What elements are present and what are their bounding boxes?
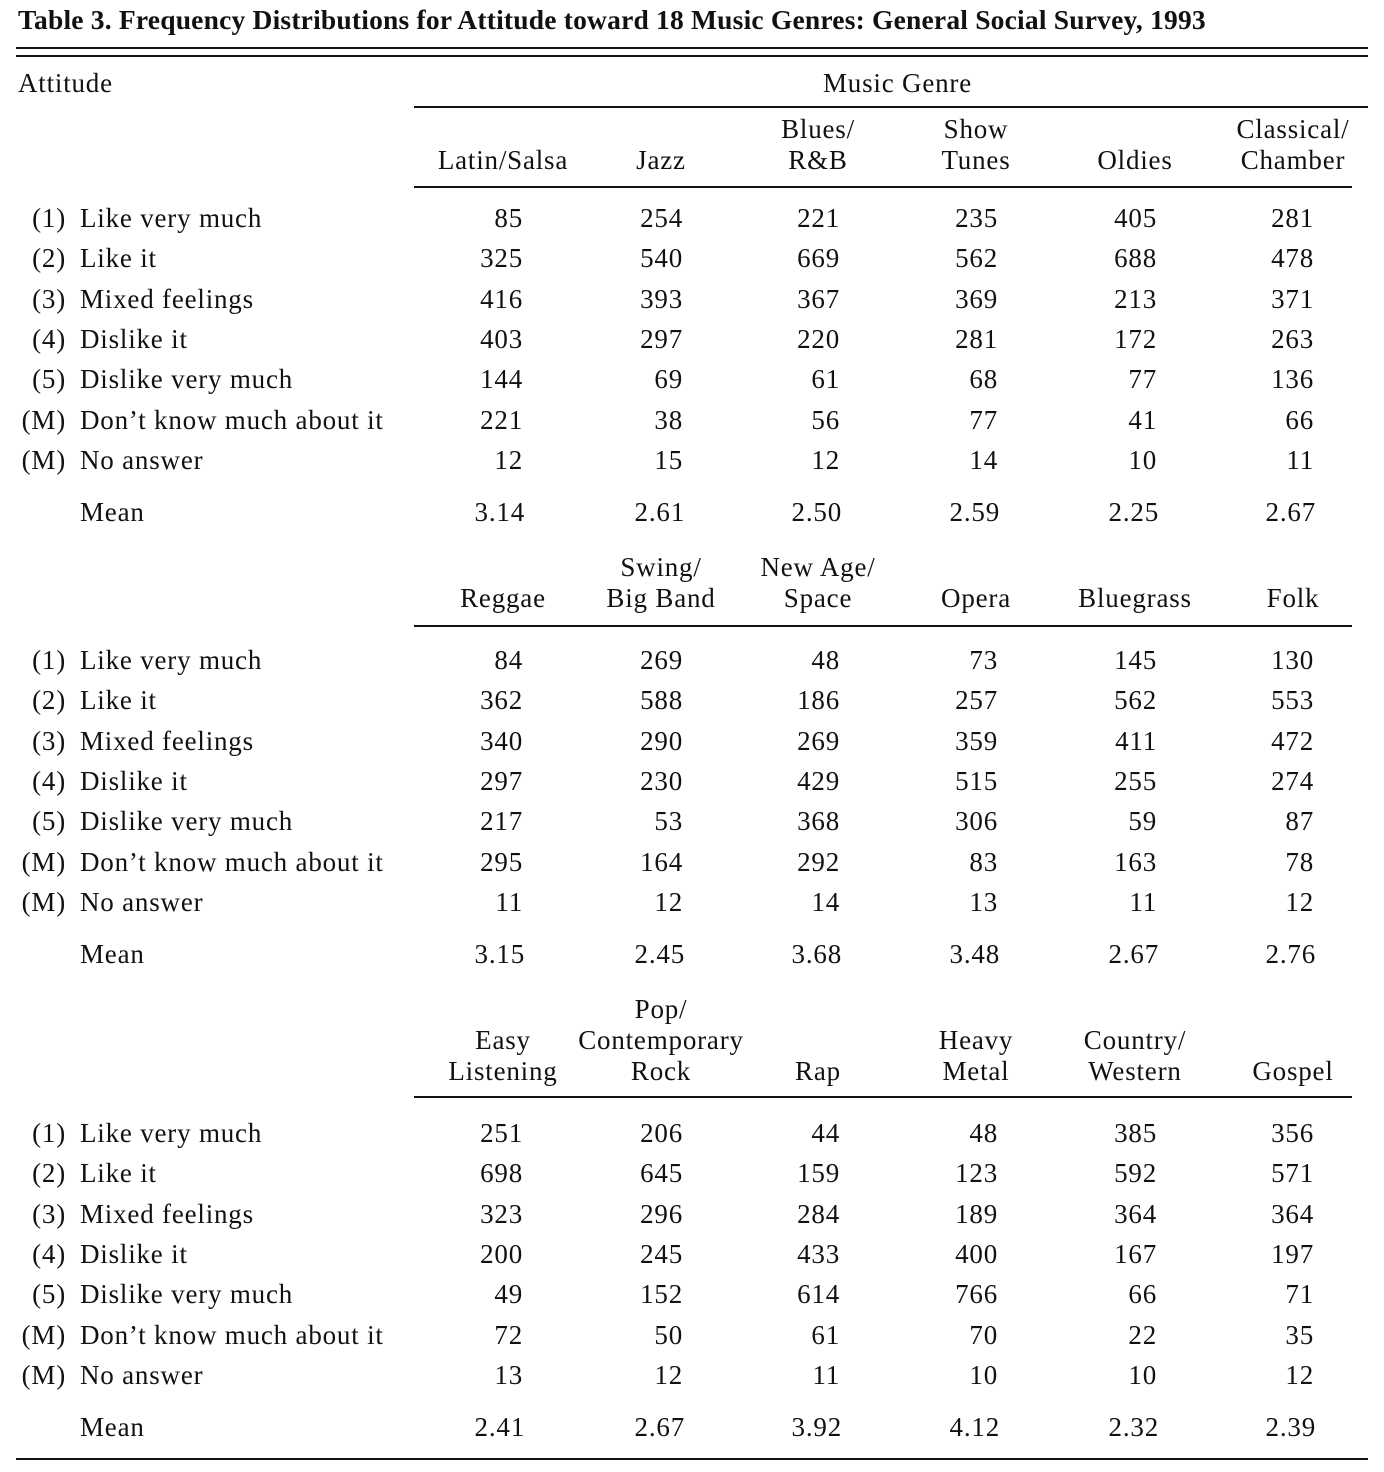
table-cell: 48 bbox=[969, 1118, 998, 1148]
table-cell: 41 bbox=[1128, 404, 1157, 435]
table-cell: 405 bbox=[1114, 203, 1157, 233]
genre-spanner-rule bbox=[414, 106, 1368, 108]
row-label: Like very much bbox=[80, 1118, 263, 1148]
row-code: (M) bbox=[21, 404, 66, 435]
table-cell: 12 bbox=[1285, 886, 1314, 917]
table-cell: 306 bbox=[955, 806, 998, 837]
table-cell: 221 bbox=[480, 404, 523, 435]
table-cell: 10 bbox=[1128, 1359, 1157, 1390]
table-cell: 251 bbox=[480, 1118, 523, 1148]
row-code: (M) bbox=[21, 1359, 66, 1390]
genre-header: Chamber bbox=[1240, 145, 1346, 175]
mean-value: 3.48 bbox=[949, 939, 1000, 970]
row-code: (1) bbox=[32, 1118, 66, 1148]
row-label: Dislike it bbox=[80, 765, 188, 796]
table-cell: 281 bbox=[955, 323, 998, 354]
genre-header: Big Band bbox=[606, 583, 716, 613]
table-cell: 230 bbox=[640, 765, 683, 796]
table-cell: 70 bbox=[969, 1319, 998, 1350]
table-cell: 10 bbox=[969, 1359, 998, 1390]
table-cell: 669 bbox=[797, 243, 840, 274]
table-cell: 515 bbox=[955, 765, 998, 796]
table-cell: 11 bbox=[1286, 444, 1314, 475]
table-cell: 292 bbox=[797, 846, 840, 877]
row-code: (2) bbox=[32, 685, 66, 716]
table-cell: 10 bbox=[1128, 444, 1157, 475]
genre-header: Rap bbox=[795, 1056, 841, 1086]
table-cell: 281 bbox=[1271, 203, 1314, 233]
genre-header: New Age/ bbox=[760, 552, 876, 582]
genre-header: Metal bbox=[942, 1056, 1010, 1086]
table-cell: 364 bbox=[1271, 1198, 1314, 1229]
row-label: No answer bbox=[80, 444, 204, 475]
table-cell: 359 bbox=[955, 725, 998, 756]
table-cell: 59 bbox=[1128, 806, 1157, 837]
genre-header: Opera bbox=[941, 583, 1011, 613]
genre-header: Swing/ bbox=[620, 552, 702, 582]
mean-value: 2.67 bbox=[1108, 939, 1159, 970]
mean-value: 3.15 bbox=[474, 939, 525, 970]
table-cell: 369 bbox=[955, 283, 998, 314]
table-cell: 433 bbox=[797, 1238, 840, 1269]
table-cell: 588 bbox=[640, 685, 683, 716]
table-cell: 152 bbox=[640, 1279, 683, 1310]
table-cell: 562 bbox=[1114, 685, 1157, 716]
table-cell: 688 bbox=[1114, 243, 1157, 274]
table-cell: 206 bbox=[640, 1118, 683, 1148]
table-cell: 269 bbox=[797, 725, 840, 756]
row-code: (1) bbox=[32, 203, 66, 233]
genre-header: Reggae bbox=[460, 583, 546, 613]
table-cell: 325 bbox=[480, 243, 523, 274]
genre-header: Listening bbox=[448, 1056, 558, 1086]
row-label: Like it bbox=[80, 1158, 157, 1189]
table-cell: 11 bbox=[1129, 886, 1157, 917]
table-cell: 296 bbox=[640, 1198, 683, 1229]
table-cell: 172 bbox=[1114, 323, 1157, 354]
table-cell: 85 bbox=[494, 203, 523, 233]
row-code: (5) bbox=[32, 806, 66, 837]
table-title: Table 3. Frequency Distributions for Attitude toward 18 Music Genres: General Social Survey, 1993 bbox=[18, 4, 1206, 35]
table-cell: 11 bbox=[812, 1359, 840, 1390]
row-label: Dislike it bbox=[80, 1238, 188, 1269]
mean-value: 2.45 bbox=[634, 939, 685, 970]
row-label: Like very much bbox=[80, 645, 263, 675]
table-cell: 66 bbox=[1128, 1279, 1157, 1310]
genre-header: Latin/Salsa bbox=[437, 145, 569, 175]
row-label: Dislike very much bbox=[80, 364, 294, 395]
row-code: (3) bbox=[32, 283, 66, 314]
row-code: (M) bbox=[21, 886, 66, 917]
row-code: (2) bbox=[32, 243, 66, 274]
row-label: Dislike very much bbox=[80, 806, 294, 837]
header-rule bbox=[414, 1096, 1352, 1098]
genre-header: Western bbox=[1088, 1056, 1182, 1086]
table-cell: 72 bbox=[494, 1319, 523, 1350]
row-code: (4) bbox=[32, 765, 66, 796]
table-cell: 393 bbox=[640, 283, 683, 314]
mean-value: 3.14 bbox=[474, 497, 525, 528]
table-cell: 698 bbox=[480, 1158, 523, 1189]
mean-value: 2.67 bbox=[1265, 497, 1316, 528]
table-cell: 571 bbox=[1271, 1158, 1314, 1189]
mean-value: 2.50 bbox=[791, 497, 842, 528]
row-label: Like it bbox=[80, 685, 157, 716]
genre-header: Contemporary bbox=[578, 1025, 744, 1055]
table-cell: 136 bbox=[1271, 364, 1314, 395]
table-cell: 78 bbox=[1285, 846, 1314, 877]
genre-header: Easy bbox=[475, 1025, 531, 1055]
table-cell: 13 bbox=[969, 886, 998, 917]
table-cell: 295 bbox=[480, 846, 523, 877]
table-cell: 323 bbox=[480, 1198, 523, 1229]
row-code: (3) bbox=[32, 725, 66, 756]
table-cell: 44 bbox=[811, 1118, 840, 1148]
table-cell: 403 bbox=[480, 323, 523, 354]
table-cell: 362 bbox=[480, 685, 523, 716]
table-cell: 472 bbox=[1271, 725, 1314, 756]
table-cell: 144 bbox=[480, 364, 523, 395]
row-code: (4) bbox=[32, 1238, 66, 1269]
row-label: No answer bbox=[80, 1359, 204, 1390]
bottom-rule bbox=[16, 1458, 1368, 1460]
row-code: (M) bbox=[21, 444, 66, 475]
row-code: (2) bbox=[32, 1158, 66, 1189]
mean-value: 2.76 bbox=[1265, 939, 1316, 970]
table-cell: 159 bbox=[797, 1158, 840, 1189]
table-cell: 416 bbox=[480, 283, 523, 314]
table-cell: 38 bbox=[654, 404, 683, 435]
row-code: (3) bbox=[32, 1198, 66, 1229]
row-code: (5) bbox=[32, 364, 66, 395]
table-cell: 50 bbox=[654, 1319, 683, 1350]
genre-header: Gospel bbox=[1252, 1056, 1334, 1086]
table-cell: 13 bbox=[494, 1359, 523, 1390]
table-cell: 12 bbox=[811, 444, 840, 475]
table-cell: 478 bbox=[1271, 243, 1314, 274]
table-cell: 145 bbox=[1114, 645, 1157, 675]
table-cell: 163 bbox=[1114, 846, 1157, 877]
table-cell: 61 bbox=[811, 1319, 840, 1350]
row-code: (M) bbox=[21, 846, 66, 877]
table-cell: 356 bbox=[1271, 1118, 1314, 1148]
genre-header: Space bbox=[783, 583, 853, 613]
table-cell: 257 bbox=[955, 685, 998, 716]
row-label: Don’t know much about it bbox=[80, 404, 384, 435]
table-cell: 562 bbox=[955, 243, 998, 274]
table-cell: 12 bbox=[1285, 1359, 1314, 1390]
table-cell: 429 bbox=[797, 765, 840, 796]
header-rule bbox=[414, 625, 1352, 627]
row-code: (M) bbox=[21, 1319, 66, 1350]
table-cell: 22 bbox=[1128, 1319, 1157, 1350]
row-label: No answer bbox=[80, 886, 204, 917]
table-cell: 56 bbox=[811, 404, 840, 435]
table-cell: 235 bbox=[955, 203, 998, 233]
top-rule-2 bbox=[16, 55, 1368, 57]
table-cell: 297 bbox=[640, 323, 683, 354]
table-cell: 12 bbox=[654, 886, 683, 917]
mean-value: 2.39 bbox=[1265, 1412, 1316, 1443]
table-cell: 164 bbox=[640, 846, 683, 877]
table-cell: 53 bbox=[654, 806, 683, 837]
mean-label: Mean bbox=[80, 1412, 145, 1443]
table-cell: 245 bbox=[640, 1238, 683, 1269]
row-label: Dislike it bbox=[80, 323, 188, 354]
table-cell: 189 bbox=[955, 1198, 998, 1229]
table-cell: 371 bbox=[1271, 283, 1314, 314]
music-genre-header: Music Genre bbox=[823, 68, 973, 98]
table-cell: 197 bbox=[1271, 1238, 1314, 1269]
mean-value: 3.92 bbox=[791, 1412, 842, 1443]
genre-header: Rock bbox=[630, 1056, 692, 1086]
genre-header: Show bbox=[943, 114, 1009, 144]
row-label: Like very much bbox=[80, 203, 263, 233]
genre-header: Heavy bbox=[938, 1025, 1014, 1055]
genre-header: Bluegrass bbox=[1078, 583, 1192, 613]
table-cell: 400 bbox=[955, 1238, 998, 1269]
table-cell: 540 bbox=[640, 243, 683, 274]
table-cell: 14 bbox=[969, 444, 998, 475]
table-cell: 71 bbox=[1285, 1279, 1314, 1310]
table-cell: 167 bbox=[1114, 1238, 1157, 1269]
table-cell: 766 bbox=[955, 1279, 998, 1310]
mean-value: 2.61 bbox=[634, 497, 685, 528]
table-cell: 274 bbox=[1271, 765, 1314, 796]
attitude-header: Attitude bbox=[18, 68, 113, 98]
row-label: Mixed feelings bbox=[80, 1198, 254, 1229]
row-label: Don’t know much about it bbox=[80, 1319, 384, 1350]
table-cell: 15 bbox=[654, 444, 683, 475]
table-cell: 77 bbox=[1128, 364, 1157, 395]
genre-header: Classical/ bbox=[1236, 114, 1350, 144]
table-cell: 614 bbox=[797, 1279, 840, 1310]
table-cell: 49 bbox=[494, 1279, 523, 1310]
mean-value: 2.67 bbox=[634, 1412, 685, 1443]
table-cell: 368 bbox=[797, 806, 840, 837]
table-cell: 592 bbox=[1114, 1158, 1157, 1189]
genre-header: Country/ bbox=[1083, 1025, 1187, 1055]
row-label: Mixed feelings bbox=[80, 725, 254, 756]
table-cell: 14 bbox=[811, 886, 840, 917]
genre-header: Folk bbox=[1266, 583, 1320, 613]
row-label: Mixed feelings bbox=[80, 283, 254, 314]
table-cell: 645 bbox=[640, 1158, 683, 1189]
genre-header: R&B bbox=[788, 145, 848, 175]
table-cell: 254 bbox=[640, 203, 683, 233]
top-rule bbox=[16, 47, 1368, 49]
genre-header: Oldies bbox=[1097, 145, 1173, 175]
table-cell: 297 bbox=[480, 765, 523, 796]
mean-value: 2.32 bbox=[1108, 1412, 1159, 1443]
genre-header: Tunes bbox=[941, 145, 1011, 175]
table-cell: 220 bbox=[797, 323, 840, 354]
table-cell: 186 bbox=[797, 685, 840, 716]
table-cell: 73 bbox=[969, 645, 998, 675]
table-cell: 61 bbox=[811, 364, 840, 395]
genre-header: Blues/ bbox=[781, 114, 855, 144]
table-cell: 130 bbox=[1271, 645, 1314, 675]
mean-value: 2.25 bbox=[1108, 497, 1159, 528]
table-cell: 123 bbox=[955, 1158, 998, 1189]
header-rule bbox=[414, 186, 1352, 188]
table-cell: 35 bbox=[1285, 1319, 1314, 1350]
row-code: (1) bbox=[32, 645, 66, 675]
row-label: Like it bbox=[80, 243, 157, 274]
table-cell: 200 bbox=[480, 1238, 523, 1269]
table-cell: 213 bbox=[1114, 283, 1157, 314]
mean-value: 2.41 bbox=[474, 1412, 525, 1443]
table-cell: 217 bbox=[480, 806, 523, 837]
table-cell: 77 bbox=[969, 404, 998, 435]
table-cell: 12 bbox=[494, 444, 523, 475]
genre-header: Pop/ bbox=[634, 994, 688, 1024]
table-cell: 11 bbox=[495, 886, 523, 917]
table-cell: 340 bbox=[480, 725, 523, 756]
row-label: Dislike very much bbox=[80, 1279, 294, 1310]
table-cell: 263 bbox=[1271, 323, 1314, 354]
mean-value: 4.12 bbox=[949, 1412, 1000, 1443]
table-cell: 87 bbox=[1285, 806, 1314, 837]
table-cell: 69 bbox=[654, 364, 683, 395]
table-cell: 66 bbox=[1285, 404, 1314, 435]
table-cell: 290 bbox=[640, 725, 683, 756]
mean-label: Mean bbox=[80, 939, 145, 970]
table-cell: 12 bbox=[654, 1359, 683, 1390]
table-cell: 68 bbox=[969, 364, 998, 395]
table-cell: 284 bbox=[797, 1198, 840, 1229]
table-cell: 367 bbox=[797, 283, 840, 314]
row-label: Don’t know much about it bbox=[80, 846, 384, 877]
table-cell: 364 bbox=[1114, 1198, 1157, 1229]
table-cell: 255 bbox=[1114, 765, 1157, 796]
table-cell: 553 bbox=[1271, 685, 1314, 716]
row-code: (4) bbox=[32, 323, 66, 354]
mean-value: 2.59 bbox=[949, 497, 1000, 528]
row-code: (5) bbox=[32, 1279, 66, 1310]
mean-label: Mean bbox=[80, 497, 145, 528]
table-cell: 48 bbox=[811, 645, 840, 675]
genre-header: Jazz bbox=[636, 145, 686, 175]
table-cell: 221 bbox=[797, 203, 840, 233]
table-cell: 411 bbox=[1115, 725, 1157, 756]
table-cell: 269 bbox=[640, 645, 683, 675]
mean-value: 3.68 bbox=[791, 939, 842, 970]
table-cell: 83 bbox=[969, 846, 998, 877]
table-cell: 84 bbox=[494, 645, 523, 675]
table-cell: 385 bbox=[1114, 1118, 1157, 1148]
